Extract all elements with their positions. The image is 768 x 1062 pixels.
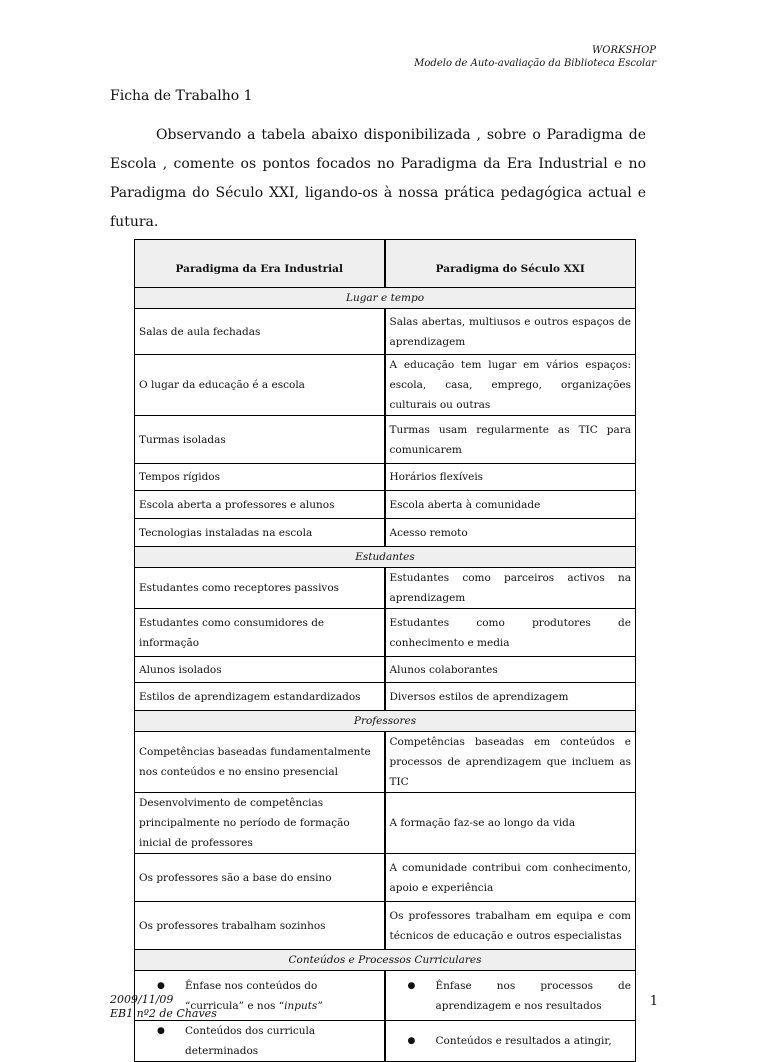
footer-date: 2009/11/09 <box>110 993 174 1006</box>
intro-text: Observando a tabela abaixo disponibilizada , sobre o Paradigma de Escola , comente os pontos focados no Paradigma da Era Industrial e no Paradigma do Século XXI, ligando-os à nossa prática pedagógica actual e futura. <box>110 127 646 230</box>
table-row <box>135 309 636 355</box>
bullet-item <box>390 1031 632 1051</box>
bullet-icon: ● <box>407 980 416 991</box>
intro-paragraph <box>110 121 646 237</box>
table-row <box>135 902 636 950</box>
document-header <box>414 44 656 70</box>
cell-industrial: Tempos rígidos <box>135 464 385 491</box>
table-row <box>135 1021 636 1062</box>
worksheet-title: Ficha de Trabalho 1 <box>110 88 253 104</box>
cell-industrial: Alunos isolados <box>135 657 385 683</box>
bullet-item <box>139 1021 380 1061</box>
cell-industrial: O lugar da educação é a escola <box>135 355 385 416</box>
table-row <box>135 793 636 854</box>
table-row <box>135 464 636 491</box>
cell-xxi: Turmas usam regularmente as TIC para comunicarem <box>385 416 636 464</box>
cell-xxi: Diversos estilos de aprendizagem <box>385 683 636 711</box>
table-row <box>135 519 636 547</box>
cell-industrial: Estilos de aprendizagem estandardizados <box>135 683 385 711</box>
cell-xxi <box>385 971 636 1021</box>
column-header-industrial: Paradigma da Era Industrial <box>135 240 385 288</box>
column-header-xxi: Paradigma do Século XXI <box>385 240 636 288</box>
bullet-text: Ênfase nos conteúdos do “curricula” e nos “ <box>185 979 318 1012</box>
cell-xxi: Os professores trabalham em equipa e com técnicos de educação e outros especialistas <box>385 902 636 950</box>
table-row <box>135 732 636 793</box>
cell-xxi: Alunos colaborantes <box>385 657 636 683</box>
cell-xxi: Acesso remoto <box>385 519 636 547</box>
cell-industrial: Estudantes como receptores passivos <box>135 568 385 609</box>
bullet-text: Conteúdos dos curricula determinados <box>185 1025 316 1057</box>
cell-xxi: A comunidade contribui com conhecimento, apoio e experiência <box>385 854 636 902</box>
cell-industrial <box>135 1021 385 1062</box>
bullet-text: Conteúdos e resultados a atingir, <box>435 1035 612 1047</box>
table-row <box>135 683 636 711</box>
bullet-icon: ● <box>157 1026 165 1036</box>
bullet-icon: ● <box>157 980 165 991</box>
table-row <box>135 491 636 519</box>
cell-xxi <box>385 1021 636 1062</box>
cell-industrial: Escola aberta a professores e alunos <box>135 491 385 519</box>
cell-industrial: Os professores são a base do ensino <box>135 854 385 902</box>
cell-industrial: Turmas isoladas <box>135 416 385 464</box>
bullet-item <box>390 976 632 1016</box>
section-lugar-tempo: Lugar e tempo <box>135 288 636 309</box>
bullet-text: Ênfase nos processos de aprendizagem e nos resultados <box>435 979 631 1012</box>
bullet-icon: ● <box>407 1036 416 1046</box>
table-row <box>135 609 636 657</box>
cell-industrial: Estudantes como consumidores de informação <box>135 609 385 657</box>
cell-industrial: Os professores trabalham sozinhos <box>135 902 385 950</box>
table-row <box>135 657 636 683</box>
cell-xxi: Escola aberta à comunidade <box>385 491 636 519</box>
paradigm-table <box>134 239 636 1062</box>
section-professores: Professores <box>135 711 636 732</box>
cell-xxi: Estudantes como produtores de conhecimento e media <box>385 609 636 657</box>
cell-industrial: Desenvolvimento de competências principalmente no período de formação inicial de professores <box>135 793 385 854</box>
cell-xxi: Estudantes como parceiros activos na aprendizagem <box>385 568 636 609</box>
table-row <box>135 568 636 609</box>
cell-xxi: A formação faz-se ao longo da vida <box>385 793 636 854</box>
footer <box>110 993 217 1021</box>
cell-xxi: Salas abertas, multiusos e outros espaços de aprendizagem <box>385 309 636 355</box>
bullet-text-emphasis: inputs <box>284 999 318 1012</box>
cell-industrial: Salas de aula fechadas <box>135 309 385 355</box>
table-row <box>135 854 636 902</box>
header-subtitle: Modelo de Auto-avaliação da Biblioteca Escolar <box>414 58 656 69</box>
cell-xxi: Horários flexíveis <box>385 464 636 491</box>
section-conteudos: Conteúdos e Processos Curriculares <box>135 950 636 971</box>
header-workshop: WORKSHOP <box>592 45 656 56</box>
table-row <box>135 416 636 464</box>
bullet-text-end: ” <box>317 999 323 1012</box>
page-number: 1 <box>649 994 658 1009</box>
table-row <box>135 355 636 416</box>
section-estudantes: Estudantes <box>135 547 636 568</box>
footer-school: EB1 nº2 de Chaves <box>110 1007 217 1020</box>
cell-xxi: A educação tem lugar em vários espaços: escola, casa, emprego, organizações culturais ou outras <box>385 355 636 416</box>
cell-industrial: Tecnologias instaladas na escola <box>135 519 385 547</box>
cell-xxi: Competências baseadas em conteúdos e processos de aprendizagem que incluem as TIC <box>385 732 636 793</box>
cell-industrial: Competências baseadas fundamentalmente nos conteúdos e no ensino presencial <box>135 732 385 793</box>
table-header-row <box>135 240 636 288</box>
